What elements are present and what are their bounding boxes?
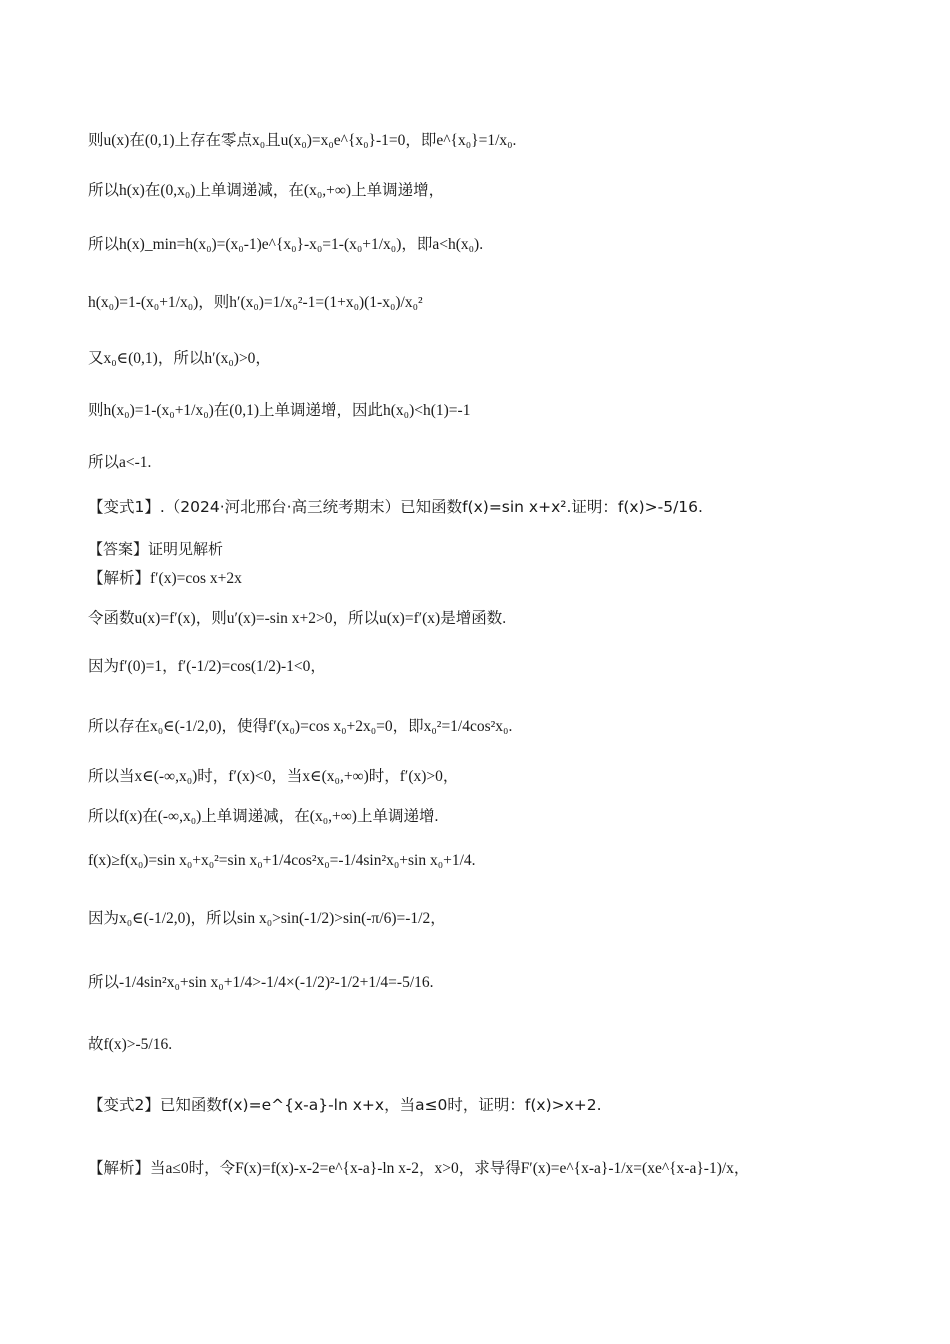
text-line: 故f(x)>-5/16. (88, 1036, 173, 1053)
text-line: 【解析】当a≤0时，令F(x)=f(x)-x-2=e^{x-a}-ln x-2，x>0，求导得F′(x)=e^{x-a}-1/x=(xe^{x-a}-1)/x， (88, 1160, 750, 1177)
text-line: 所以当x∈(-∞,x₀)时，f′(x)<0，当x∈(x₀,+∞)时，f′(x)>0， (88, 768, 459, 785)
text-line: 令函数u(x)=f′(x)，则u′(x)=-sin x+2>0，所以u(x)=f′(x)是增函数. (88, 610, 507, 627)
text-line: h(x₀)=1-(x₀+1/x₀)，则h′(x₀)=1/x₀²-1=(1+x₀)(1-x₀)/x₀² (88, 294, 423, 311)
answer-label: 【答案】证明见解析 (88, 540, 224, 558)
text-line: 因为x₀∈(-1/2,0)，所以sin x₀>sin(-1/2)>sin(-π/6)=-1/2， (88, 910, 446, 927)
variant-1-heading: 【变式1】.（2024·河北邢台·高三统考期末）已知函数f(x)=sin x+x².证明：f(x)>-5/16. (88, 498, 703, 516)
text-line: 所以h(x)在(0,x₀)上单调递减，在(x₀,+∞)上单调递增， (88, 182, 445, 199)
text-line: 所以存在x₀∈(-1/2,0)，使得f′(x₀)=cos x₀+2x₀=0，即x₀²=1/4cos²x₀. (88, 718, 513, 735)
text-line: 则h(x₀)=1-(x₀+1/x₀)在(0,1)上单调递增，因此h(x₀)<h(1)=-1 (88, 402, 471, 419)
analysis-label: 【解析】f′(x)=cos x+2x (88, 570, 242, 587)
text-line: 所以f(x)在(-∞,x₀)上单调递减，在(x₀,+∞)上单调递增. (88, 808, 439, 825)
text-line: 则u(x)在(0,1)上存在零点x₀且u(x₀)=x₀e^{x₀}-1=0，即e^{x₀}=1/x₀. (88, 132, 517, 149)
text-line: 又x₀∈(0,1)，所以h′(x₀)>0， (88, 350, 271, 367)
text-line: 所以-1/4sin²x₀+sin x₀+1/4>-1/4×(-1/2)²-1/2+1/4=-5/16. (88, 974, 434, 991)
text-line: 所以a<-1. (88, 454, 152, 471)
text-line: f(x)≥f(x₀)=sin x₀+x₀²=sin x₀+1/4cos²x₀=-1/4sin²x₀+sin x₀+1/4. (88, 852, 476, 869)
text-line: 因为f′(0)=1，f′(-1/2)=cos(1/2)-1<0， (88, 658, 326, 675)
text-line: 所以h(x)_min=h(x₀)=(x₀-1)e^{x₀}-x₀=1-(x₀+1/x₀)，即a<h(x₀). (88, 236, 484, 253)
variant-2-heading: 【变式2】已知函数f(x)=e^{x-a}-ln x+x，当a≤0时，证明：f(x)>x+2. (88, 1096, 602, 1114)
